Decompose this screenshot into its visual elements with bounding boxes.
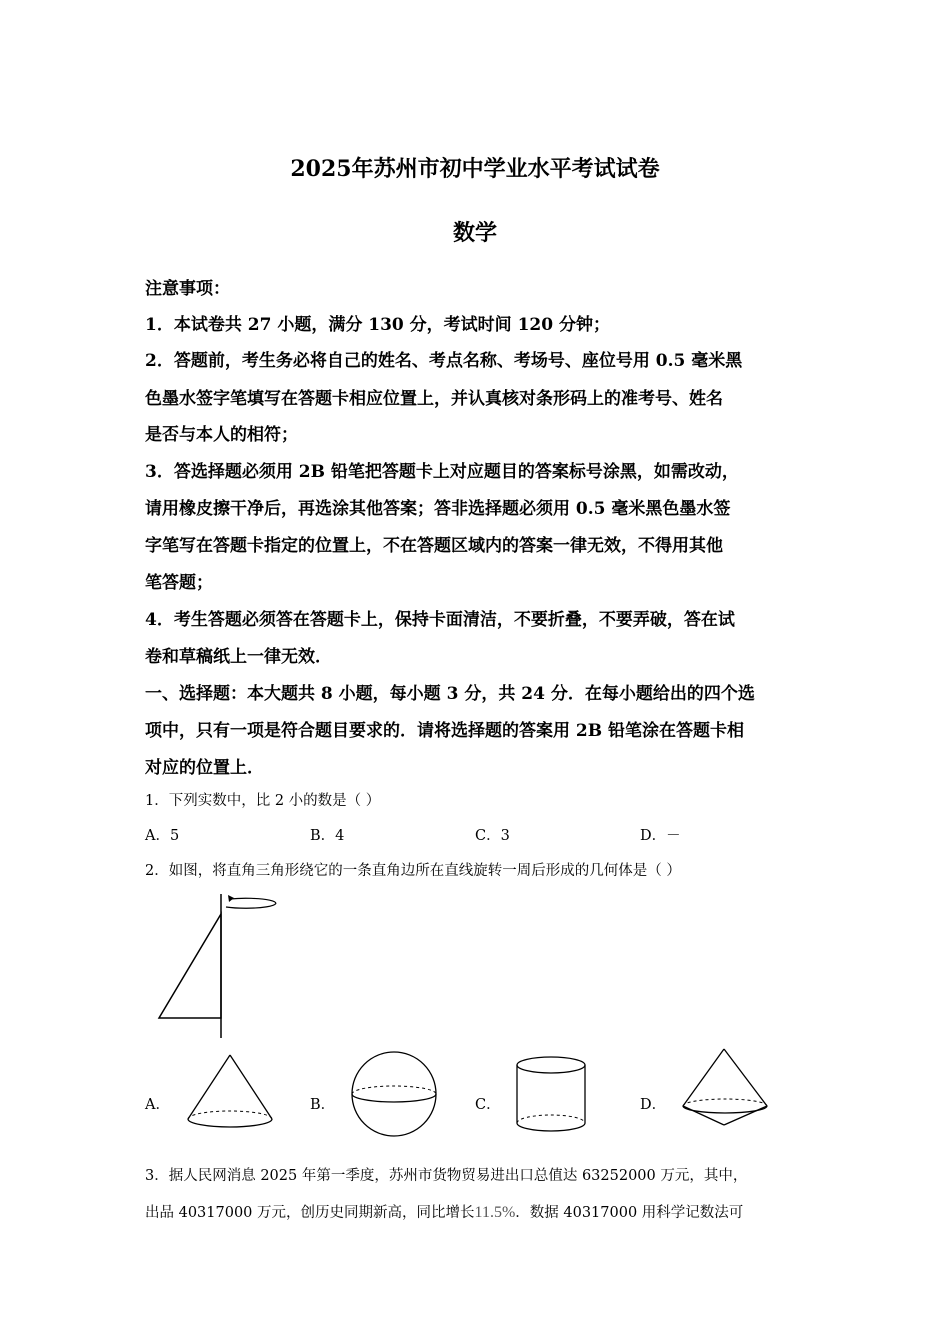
section-heading: 对应的位置上． [145, 758, 264, 778]
q3-line-2-start: 出品 40317000 万元，创历史同期新高，同比增长 [145, 1205, 475, 1221]
double-cone-figure [680, 1047, 772, 1137]
q3-line-2-end: ．数据 40317000 用科学记数法可 [515, 1205, 744, 1221]
rotation-triangle-figure [150, 890, 250, 1040]
notes-line: 字笔写在答题卡指定的位置上，不在答题区域内的答案一律无效，不得用其他 [145, 536, 723, 556]
notes-line: 笔答题； [145, 573, 213, 593]
notes-line: 2．答题前，考生务必将自己的姓名、考点名称、考场号、座位号用 0.5 毫米黑 [145, 351, 743, 371]
notes-line: 卷和草稿纸上一律无效． [145, 647, 332, 667]
q1-option-b: B．4 [310, 828, 345, 844]
cone-figure [185, 1053, 275, 1133]
q2-stem: 2．如图，将直角三角形绕它的一条直角边所在直线旋转一周后形成的几何体是（ ） [145, 863, 681, 879]
notes-line: 色墨水签字笔填写在答题卡相应位置上，并认真核对条形码上的准考号、姓名 [145, 389, 723, 409]
exam-title: 2025年苏州市初中学业水平考试试卷 [290, 156, 660, 182]
q2-option-a: A． [145, 1097, 170, 1113]
q3-growth-percent: 11.5% [474, 1204, 516, 1221]
section-heading: 一、选择题：本大题共 8 小题，每小题 3 分，共 24 分．在每小题给出的四个选 [145, 684, 755, 704]
q2-option-d: D． [640, 1097, 667, 1113]
q1-option-d: D．－ [640, 828, 681, 844]
q2-option-c: C． [475, 1097, 501, 1113]
notes-line: 4．考生答题必须答在答题卡上，保持卡面清洁，不要折叠，不要弄破，答在试 [145, 610, 735, 630]
q2-option-b: B． [310, 1097, 336, 1113]
notes-line: 3．答选择题必须用 2B 铅笔把答题卡上对应题目的答案标号涂黑，如需改动， [145, 462, 739, 482]
notes-heading: 注意事项： [145, 279, 230, 299]
q3-line-2 [145, 1201, 743, 1222]
notes-line: 1．本试卷共 27 小题，满分 130 分，考试时间 120 分钟； [145, 315, 610, 335]
q3-line-1: 3．据人民网消息 2025 年第一季度，苏州市货物贸易进出口总值达 63252000 万元，其中， [145, 1168, 748, 1184]
section-heading: 项中，只有一项是符合题目要求的．请将选择题的答案用 2B 铅笔涂在答题卡相 [145, 721, 745, 741]
q1-option-a: A．5 [145, 828, 180, 844]
notes-line: 是否与本人的相符； [145, 425, 298, 445]
cylinder-figure [515, 1055, 590, 1135]
q1-stem: 1．下列实数中，比 2 小的数是（ ） [145, 793, 381, 809]
notes-line: 请用橡皮擦干净后，再选涂其他答案；答非选择题必须用 0.5 毫米黑色墨水签 [145, 499, 731, 519]
sphere-figure [350, 1050, 440, 1140]
exam-subject: 数学 [452, 220, 497, 246]
q1-option-c: C．3 [475, 828, 510, 844]
